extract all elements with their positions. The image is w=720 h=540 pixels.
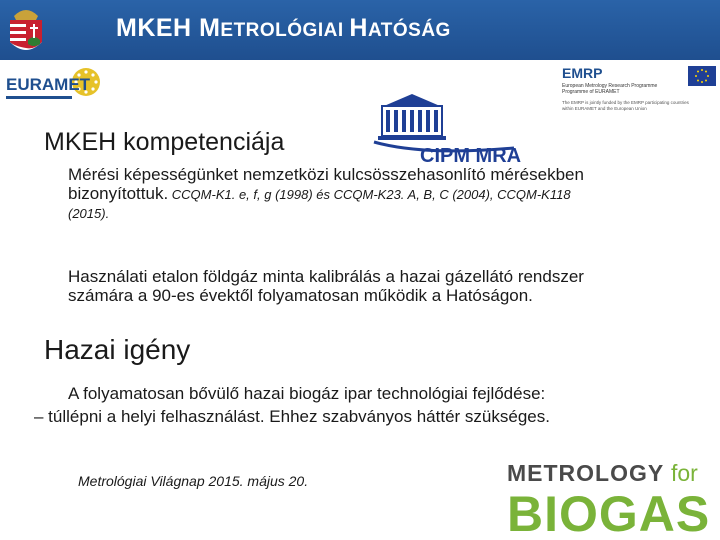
- svg-text:for: for: [671, 460, 698, 486]
- svg-text:The EMRP is jointly funded by: The EMRP is jointly funded by the EMRP participating countries: [562, 100, 689, 105]
- svg-text:METROLOGY: METROLOGY: [507, 460, 665, 486]
- competence-line-3: (2015).: [68, 206, 110, 221]
- header-bar: [0, 0, 720, 60]
- svg-text:CIPM MRA: CIPM MRA: [420, 145, 522, 167]
- calibration-line-1: Használati etalon földgáz minta kalibrálás a hazai gázellátó rendszer: [68, 267, 584, 286]
- demand-line-1: A folyamatosan bővülő hazai biogáz ipar technológiai fejlődése:: [68, 384, 546, 403]
- demand-line-2: – túllépni a helyi felhasználást. Ehhez szabványos háttér szükséges.: [34, 407, 550, 426]
- svg-text:Programme of EURAMET: Programme of EURAMET: [562, 89, 620, 95]
- svg-text:BIOGAS: BIOGAS: [507, 486, 711, 535]
- section-heading-competence: MKEH kompetenciája: [44, 128, 285, 156]
- competence-line-2: bizonyítottuk. CCQM-K1. e, f, g (1998) és CCQM-K23. A, B, C (2004), CCQM-K118: [68, 184, 571, 203]
- cipm-mra-logo: [364, 90, 528, 168]
- svg-text:European Metrology Research Pr: European Metrology Research Programme: [562, 83, 658, 89]
- metrology-for-biogas-logo: [505, 455, 715, 535]
- calibration-paragraph: [68, 267, 708, 305]
- competence-line-1: Mérési képességünket nemzetközi kulcsösszehasonlító mérésekben: [68, 165, 584, 184]
- hungarian-crest-icon: [6, 2, 46, 58]
- calibration-line-2: számára a 90-es évektől folyamatosan működik a Hatóságon.: [68, 286, 533, 305]
- svg-text:EURAMET: EURAMET: [6, 75, 91, 94]
- emrp-logo: [560, 64, 720, 114]
- svg-text:within EURAMET and the Europea: within EURAMET and the European Union: [562, 106, 647, 111]
- page-title: MKEH METROLÓGIAI HATÓSÁG: [116, 14, 451, 42]
- euramet-logo: [4, 66, 104, 106]
- competence-paragraph: [68, 165, 698, 223]
- demand-paragraph: [34, 384, 694, 426]
- footer-event-date: Metrológiai Világnap 2015. május 20.: [78, 473, 309, 489]
- section-heading-domestic-demand: Hazai igény: [44, 334, 191, 365]
- svg-text:EMRP: EMRP: [562, 65, 603, 81]
